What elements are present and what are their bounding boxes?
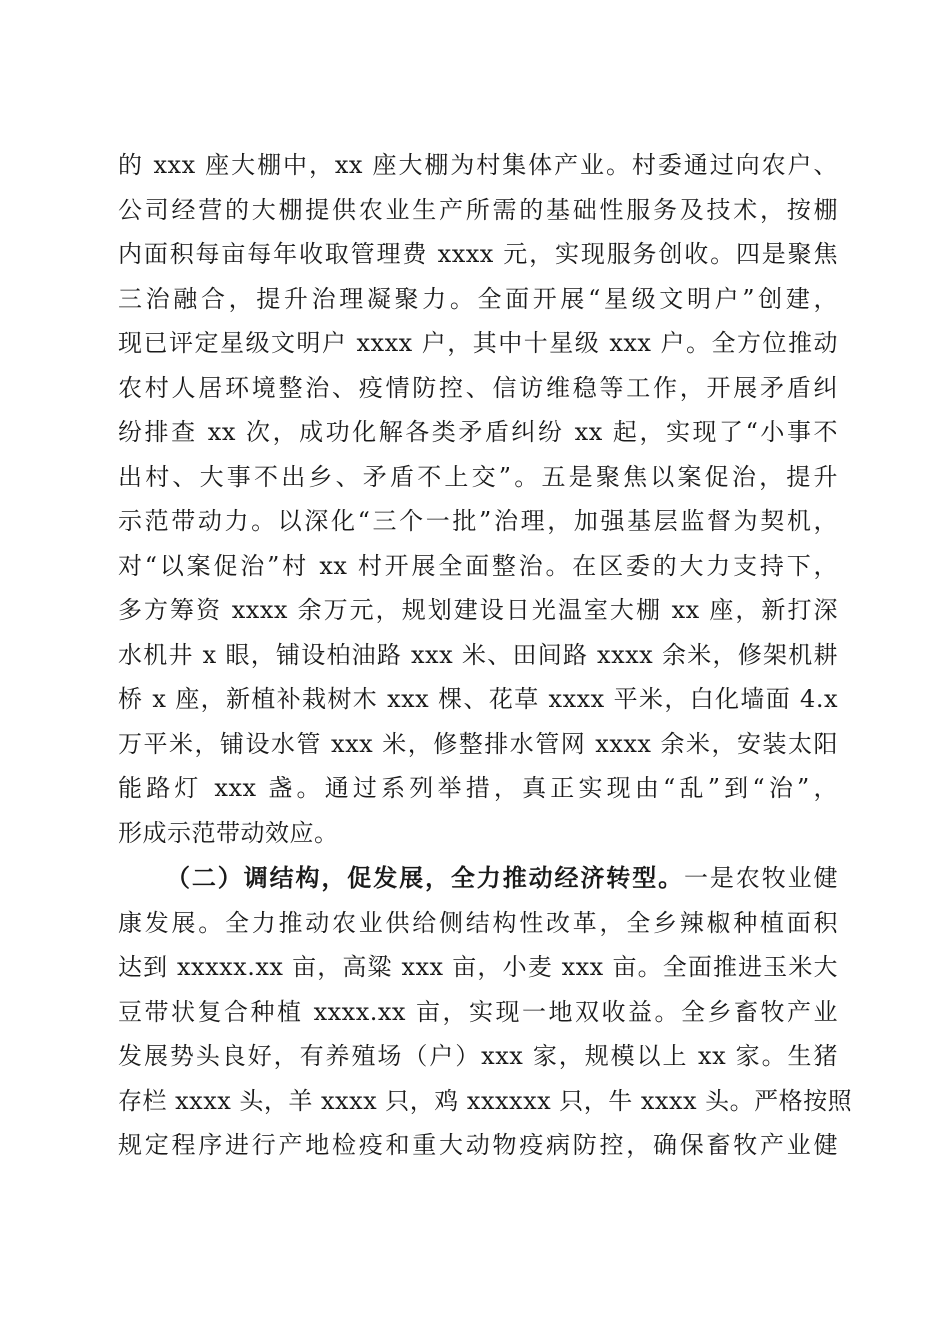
text-line: 纷排查 xx 次，成功化解各类矛盾纠纷 xx 起，实现了“小事不 [118, 418, 838, 446]
text-line: 桥 x 座，新植补栽树木 xxx 棵、花草 xxxx 平米，白化墙面 4.x [118, 685, 838, 713]
text-line: 三治融合，提升治理凝聚力。全面开展“星级文明户”创建， [118, 284, 838, 313]
text-line: 公司经营的大棚提供农业生产所需的基础性服务及技术，按棚 [118, 195, 838, 224]
paragraph-economy [118, 856, 853, 1168]
paragraph-governance [118, 143, 838, 855]
text-line: 的 xxx 座大棚中，xx 座大棚为村集体产业。村委通过向农户、 [118, 151, 838, 179]
text-line: 现已评定星级文明户 xxxx 户，其中十星级 xxx 户。全方位推动 [118, 329, 838, 357]
text-line: 出村、大事不出乡、矛盾不上交”。五是聚焦以案促治，提升 [118, 462, 838, 491]
text-line: 多方筹资 xxxx 余万元，规划建设日光温室大棚 xx 座，新打深 [118, 596, 838, 624]
heading-continuation: 一是农牧业健 [684, 864, 838, 892]
text-line: 存栏 xxxx 头，羊 xxxx 只，鸡 xxxxxx 只，牛 xxxx 头。严格按照 [118, 1086, 853, 1115]
text-line: 对“以案促治”村 xx 村开展全面整治。在区委的大力支持下， [118, 551, 838, 580]
text-line: 能路灯 xxx 盏。通过系列举措，真正实现由“乱”到“治”， [118, 774, 838, 802]
text-line: 万平米，铺设水管 xxx 米，修整排水管网 xxxx 余米，安装太阳 [118, 729, 838, 758]
text-line-heading [118, 856, 838, 901]
section-heading: （二）调结构，促发展，全力推动经济转型。 [166, 863, 684, 892]
text-line: 形成示范带动效应。 [118, 818, 339, 847]
text-line: 示范带动力。以深化“三个一批”治理，加强基层监督为契机， [118, 507, 838, 535]
text-line: 达到 xxxxx.xx 亩，高粱 xxx 亩，小麦 xxx 亩。全面推进玉米大 [118, 953, 838, 981]
text-line: 内面积每亩每年收取管理费 xxxx 元，实现服务创收。四是聚焦 [118, 240, 838, 268]
text-line: 发展势头良好，有养殖场（户）xxx 家，规模以上 xx 家。生猪 [118, 1042, 838, 1070]
text-line: 水机井 x 眼，铺设柏油路 xxx 米、田间路 xxxx 余米，修架机耕 [118, 640, 838, 669]
text-line: 豆带状复合种植 xxxx.xx 亩，实现一地双收益。全乡畜牧产业 [118, 997, 838, 1026]
text-line: 康发展。全力推动农业供给侧结构性改革，全乡辣椒种植面积 [118, 908, 838, 937]
text-line: 农村人居环境整治、疫情防控、信访维稳等工作，开展矛盾纠 [118, 373, 838, 402]
text-line: 规定程序进行产地检疫和重大动物疫病防控，确保畜牧产业健 [118, 1131, 838, 1159]
